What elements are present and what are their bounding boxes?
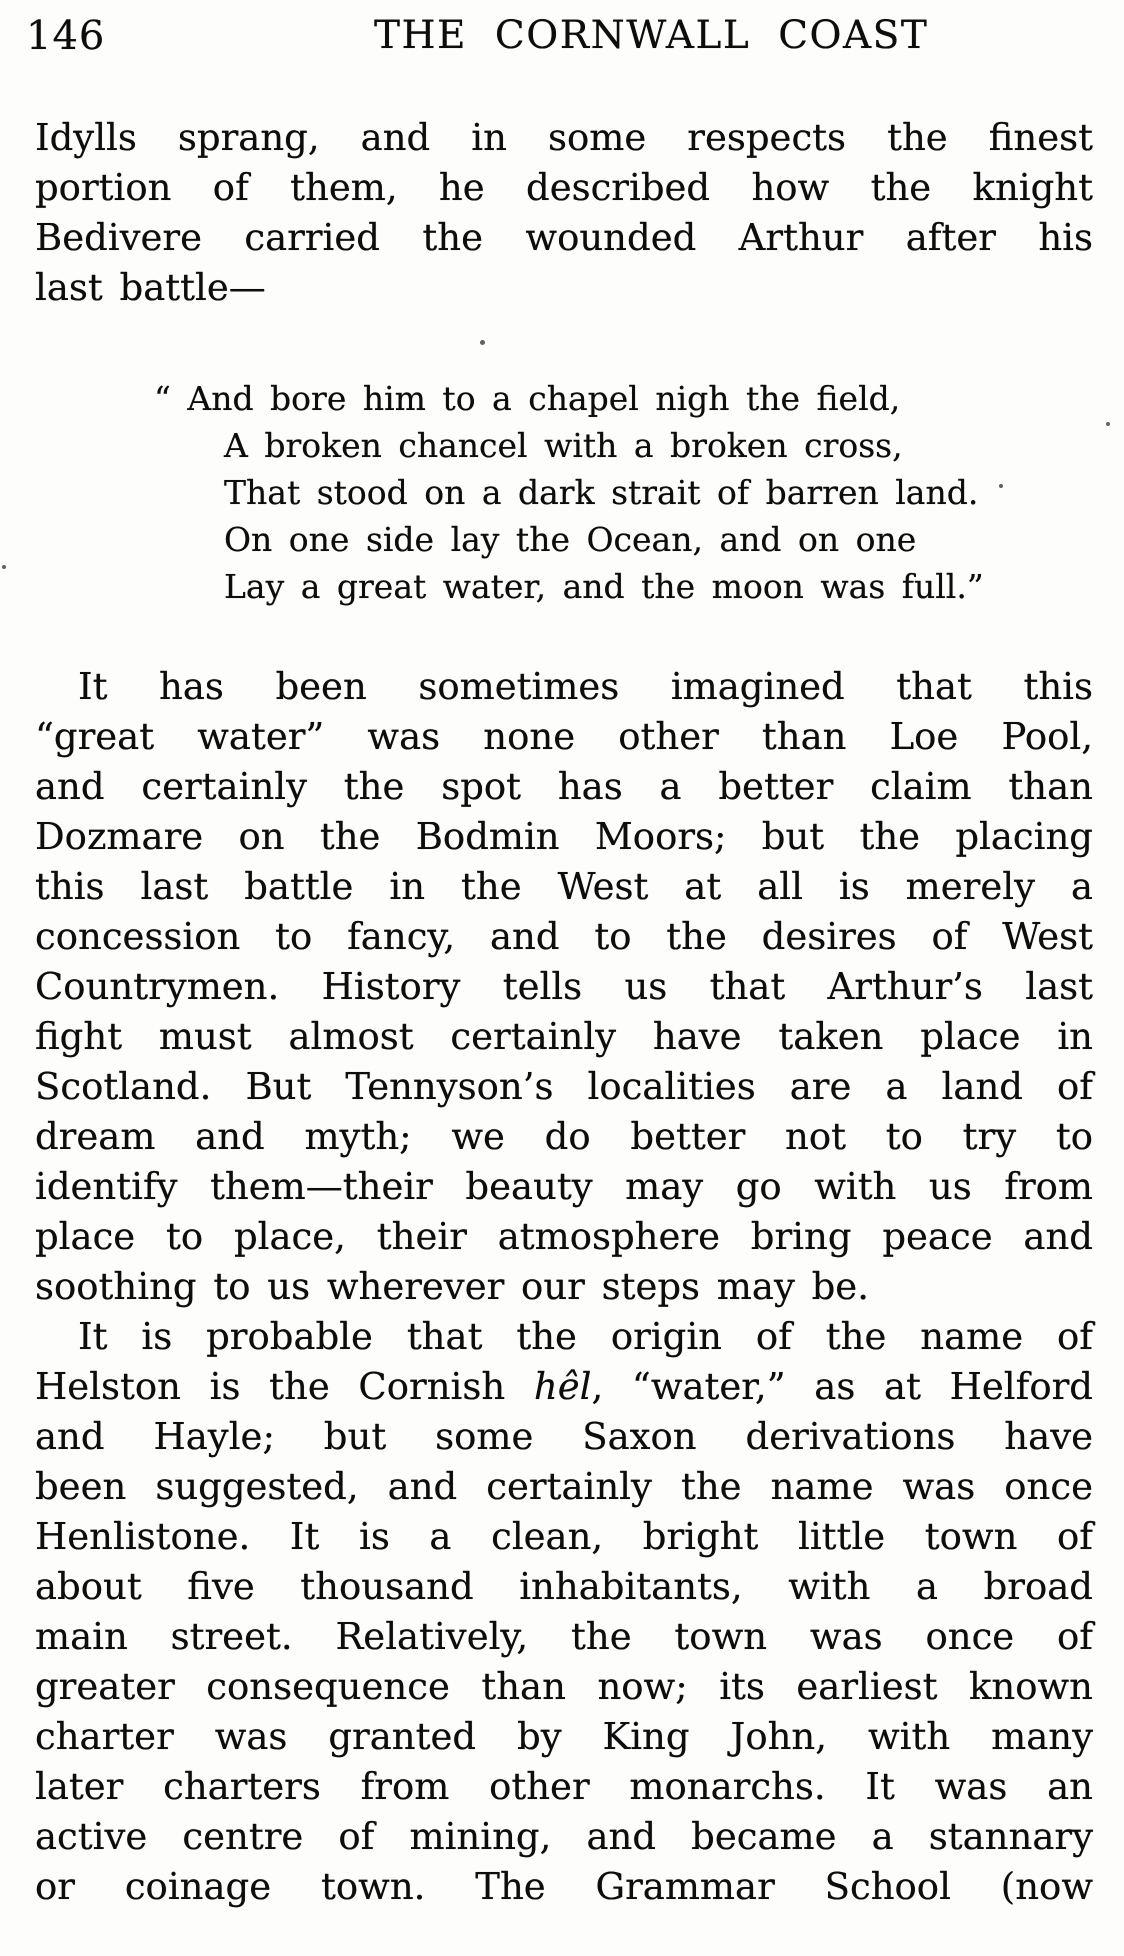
scan-speck — [1106, 422, 1110, 426]
text-line: Dozmare on the Bodmin Moors; but the placing — [35, 815, 1093, 858]
text-line: “great water” was none other than Loe Pool, — [35, 715, 1093, 758]
text-line: main street. Relatively, the town was once of — [35, 1615, 1093, 1658]
verse-line: “ And bore him to a chapel nigh the field, — [154, 379, 901, 418]
text-line-with-italic — [35, 1362, 1093, 1412]
italic-word: hêl — [533, 1365, 592, 1408]
scan-speck — [2, 565, 6, 569]
verse-line: On one side lay the Ocean, and on one — [224, 520, 917, 559]
text-line: active centre of mining, and became a stannary — [35, 1815, 1093, 1858]
paragraph-continuation — [35, 113, 1093, 313]
text-line: about five thousand inhabitants, with a broad — [35, 1565, 1093, 1608]
text-line: later charters from other monarchs. It was an — [35, 1765, 1093, 1808]
text-line: Henlistone. It is a clean, bright little town of — [35, 1515, 1093, 1558]
text-line: identify them—their beauty may go with us from — [35, 1165, 1093, 1208]
verse-line: That stood on a dark strait of barren land. — [224, 473, 979, 512]
text-line: or coinage town. The Grammar School (now — [35, 1865, 1093, 1908]
text-line: dream and myth; we do better not to try to — [35, 1115, 1093, 1158]
paragraph — [35, 662, 1093, 1312]
text-line: It has been sometimes imagined that this — [78, 665, 1093, 708]
verse-line: Lay a great water, and the moon was full.” — [224, 567, 984, 606]
paragraph — [35, 1312, 1093, 1912]
scan-speck — [999, 484, 1003, 488]
text-line: soothing to us wherever our steps may be. — [35, 1265, 869, 1308]
verse-quote — [154, 375, 1093, 610]
text-line: concession to fancy, and to the desires of West — [35, 915, 1093, 958]
text-line: Countrymen. History tells us that Arthur’s last — [35, 965, 1093, 1008]
verse-line: A broken chancel with a broken cross, — [224, 426, 903, 465]
text-line: fight must almost certainly have taken place in — [35, 1015, 1093, 1058]
text-line: Bedivere carried the wounded Arthur after his — [35, 216, 1093, 259]
text-line: been suggested, and certainly the name was once — [35, 1465, 1093, 1508]
text-line: last battle— — [35, 266, 266, 309]
text-segment: Helston is the Cornish — [35, 1365, 534, 1408]
text-line: Scotland. But Tennyson’s localities are a land of — [35, 1065, 1093, 1108]
text-line: It is probable that the origin of the name of — [78, 1315, 1093, 1358]
page-number: 146 — [26, 13, 106, 59]
text-line: greater consequence than now; its earliest known — [35, 1665, 1093, 1708]
text-segment: , “water,” as at Helford — [591, 1365, 1093, 1408]
text-line: and Hayle; but some Saxon derivations have — [35, 1415, 1093, 1458]
scan-speck — [480, 340, 485, 345]
text-line: and certainly the spot has a better claim than — [35, 765, 1093, 808]
running-title: THE CORNWALL COAST — [374, 13, 929, 58]
text-line: Idylls sprang, and in some respects the finest — [35, 116, 1093, 159]
text-line: charter was granted by King John, with many — [35, 1715, 1093, 1758]
text-line: portion of them, he described how the knight — [35, 166, 1093, 209]
page-text-column — [35, 113, 1093, 1912]
text-line: place to place, their atmosphere bring peace and — [35, 1215, 1093, 1258]
text-line: this last battle in the West at all is merely a — [35, 865, 1093, 908]
